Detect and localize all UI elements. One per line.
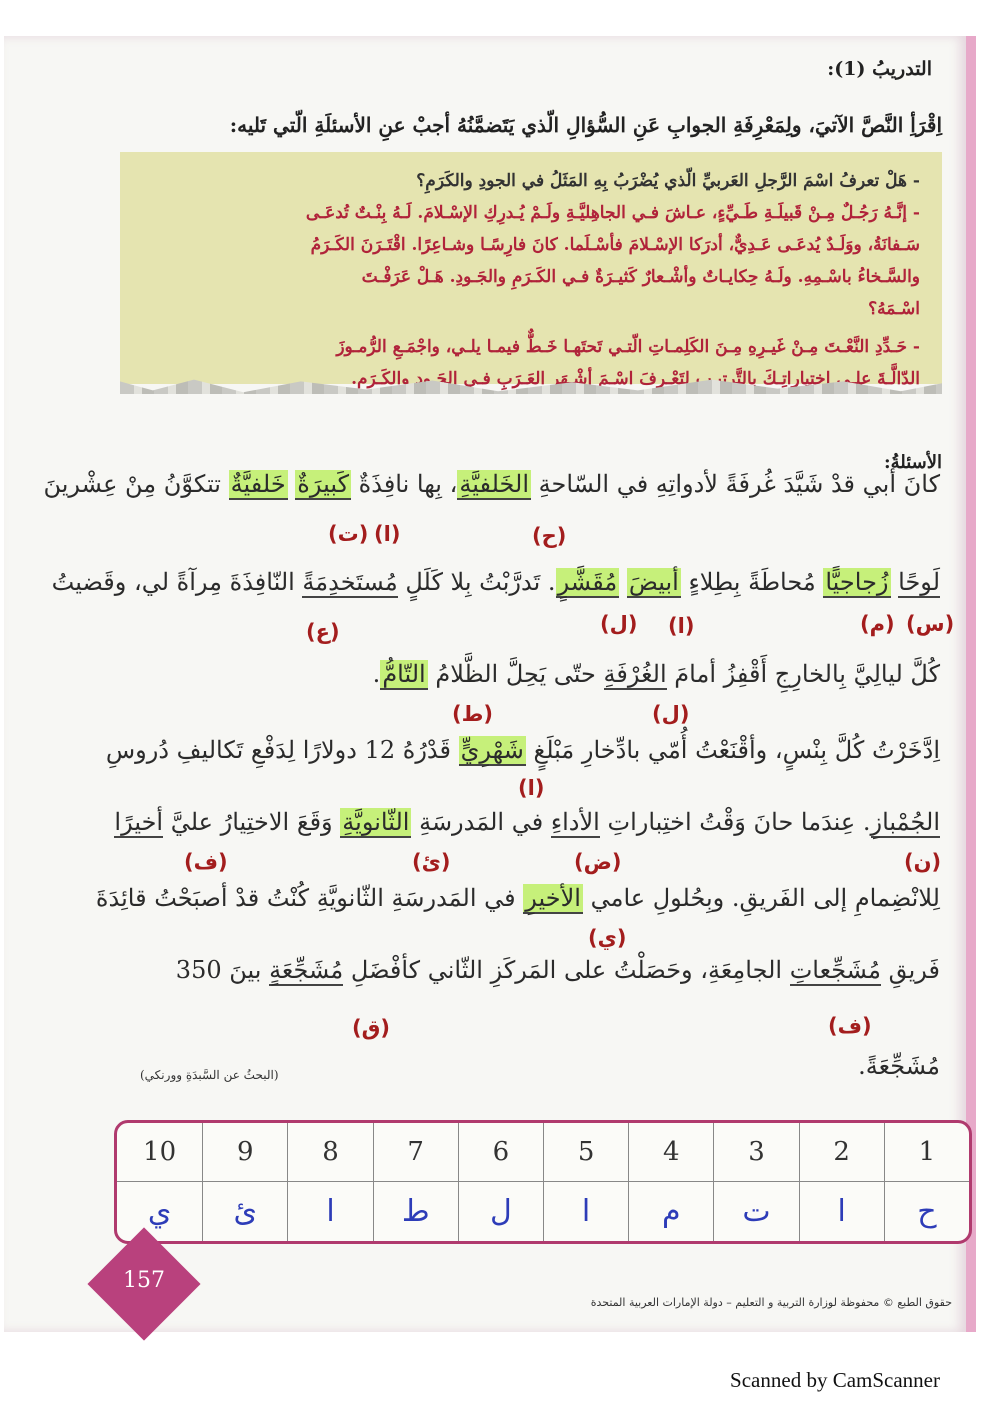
underlined-word: مُستَخدِمَةً [302, 568, 398, 596]
answer-mark: (ت) [328, 522, 369, 546]
text: كُلَّ ليالِيَّ بِالخارِجِ أَقْفِزُ أمامَ [666, 660, 940, 688]
text: . تَدرَّبْتُ بِلا كَلَلٍ [397, 568, 556, 596]
instruction: اِقْرَأِ النَّصَّ الآتيَ، ولِمَعْرِفَةِ الجوابِ عَنِ السُّؤالِ الّذي يَتَضمَّنُهُ أجبْ عنِ الأسئلَةِ الّتي تَليه: [229, 113, 942, 137]
underlined-word: الأخيرِ [525, 884, 581, 912]
text: ، بِها نافِذَةٌ [351, 470, 458, 498]
number-cell: 4 [628, 1123, 713, 1182]
source-citation: (البحثُ عن السَّبدَةِ وورنكي) [140, 1068, 279, 1082]
passage-line: - إنَّـهُ رَجُـلٌ مِـنْ قَبيلَـةِ طَـيِّءٍ، عـاشَ فـي الجاهِليَّـةِ ولَـمْ يُـدرِكِ الإسْـلامَ. لَـهُ بِنْـتٌ تُدعَـى [305, 203, 920, 223]
text-line-2 [51, 568, 940, 596]
passage-line: الدّالَّـةَ علـى اختياراتِـكَ بالتَّرتيـبِ لِتَعْـرِفَ اسْـمَ أشْـهَرِ العَـرَبِ فـي الجَـودِ والكَـرَمِ. [351, 369, 920, 389]
answer-mark: (ن) [904, 850, 942, 874]
answer-mark: (ي) [588, 926, 627, 950]
text: فَريقِ [880, 956, 940, 984]
answer-cell: ئ [202, 1182, 287, 1241]
page-number: 157 [123, 1268, 165, 1293]
answer-cell: م [628, 1182, 713, 1241]
underlined-word: أبيضَ [628, 568, 679, 596]
answer-mark: (ا) [668, 614, 695, 638]
underlined-word: زُجاجيًّا [825, 568, 889, 596]
number-cell: 7 [373, 1123, 458, 1182]
text [891, 568, 899, 596]
passage-line: والسَّـخاءُ باسْـمِهِ. ولَـهُ حِكايـاتٌ وأشْـعارٌ كَثيـرَةٌ فـي الكَـرَمِ والجَـودِ. هَـلْ عَرَفْـتَ [361, 267, 920, 287]
number-cell: 5 [543, 1123, 628, 1182]
text-line-7 [90, 956, 940, 984]
number-cell: 3 [713, 1123, 798, 1182]
underlined-word: الأداءِ [550, 808, 600, 836]
underlined-word: كَبيرَةٌ [297, 470, 350, 498]
number-cell: 1 [884, 1123, 969, 1182]
text: وَقَعَ الاختِيارُ عليَّ [163, 808, 341, 836]
text: . [372, 660, 381, 688]
passage-line: - حَـدِّدِ النَّعْـتَ مِـنْ غَيـرِهِ مِـنَ الكَلِمـاتِ الّتـي تَحتَهـا خَـطٌّ فيمـا يلـي، واجْمَـعِ الرُّمـوزَ [336, 337, 920, 357]
text: حتّى يَحِلَّ الظَّلامُ [427, 660, 604, 688]
answer-cell: ل [458, 1182, 543, 1241]
answer-cell: ا [543, 1182, 628, 1241]
answer-cell: ي [147, 1194, 172, 1229]
text: تتكوَّنُ مِنْ عِشْرينَ [43, 470, 229, 498]
text-line-1 [43, 470, 940, 498]
copyright-footer: حقوق الطبع © محفوظة لوزارة التربية و التعليم – دولة الإمارات العربية المتحدة [590, 1296, 952, 1309]
answer-mark: (ا) [374, 522, 401, 546]
answer-mark: (ل) [600, 612, 638, 636]
answer-mark: (ا) [518, 776, 545, 800]
answer-cell: ا [799, 1182, 884, 1241]
answer-cell: ت [713, 1182, 798, 1241]
answer-mark: (ف) [184, 850, 228, 874]
text: كانَ أبي قدْ شَيَّدَ غُرفَةً لأدواتِهِ في السّاحةِ [531, 470, 940, 498]
underlined-word: الغُرْفَةِ [603, 660, 667, 688]
answer-mark: (ح) [532, 524, 567, 548]
passage-box [120, 152, 942, 389]
number-cell: 6 [458, 1123, 543, 1182]
answer-mark: (ض) [574, 850, 622, 874]
text-line-3 [90, 660, 940, 688]
text: في المَدرسَةِ [411, 808, 551, 836]
number-cell: 8 [287, 1123, 372, 1182]
text: النّافِذَةَ مِرآةً لي، وقَضيتُ [51, 568, 303, 596]
underlined-word: الخَلفيَّةِ [459, 470, 530, 498]
text: في المَدرسَةِ الثّانويَّةِ كُنْتُ قدْ أصبَحْتُ قائِدَةَ [95, 884, 524, 912]
answer-mark: (م) [860, 612, 895, 636]
answer-cell: ط [373, 1182, 458, 1241]
text: مُشَجِّعَةً. [858, 1052, 940, 1080]
underlined-word: مُشَجِّعاتِ [789, 956, 881, 984]
answer-mark: (ف) [828, 1014, 872, 1038]
answer-table [114, 1120, 972, 1244]
answer-cell: ا [287, 1182, 372, 1241]
text: لِلانْضِمامِ إلى الفَريقِ. وبِحُلولِ عامي [582, 884, 940, 912]
text: مُحاطَةً بِطِلاءٍ [680, 568, 824, 596]
text: قَدْرُهُ 12 دولارًا لِدَفْعِ تَكاليفِ دُروسِ [105, 736, 459, 764]
answer-cell: ح [884, 1182, 969, 1241]
answer-mark: (ل) [652, 702, 690, 726]
number-cell: 2 [799, 1123, 884, 1182]
passage-line: اسْـمَهُ؟ [868, 299, 920, 319]
text-line-5 [90, 808, 940, 836]
text: الجامِعَةِ، وحَصَلْتُ على المَركَزِ الثّاني كأفْضَلِ [343, 956, 790, 984]
questions-label: الأسئلةُ: [883, 452, 942, 473]
text: . عِندَما حانَ وَقْتُ اختِباراتِ [599, 808, 871, 836]
text: اِدَّخَرْتُ كُلَّ بِنْسٍ، وأقْنَعْتُ أُمّي بادِّخارِ مَبْلَغٍ [525, 736, 940, 764]
text [619, 568, 627, 596]
underlined-word: أخيرًا [114, 808, 164, 836]
underlined-word: التّامُّ [382, 660, 426, 688]
text-line-4 [90, 736, 940, 764]
number-cell: 9 [202, 1123, 287, 1182]
underlined-word: خَلفيَّةٌ [230, 470, 286, 498]
answer-mark: (ط) [452, 702, 494, 726]
text: بينَ 350 [175, 956, 270, 984]
underlined-word: مُشَجِّعَةٍ [269, 956, 344, 984]
underlined-word: الجُمْبازِ [870, 808, 940, 836]
scanner-watermark: Scanned by CamScanner [730, 1368, 940, 1392]
passage-question: - هَلْ تعرفُ اسْمَ الرَّجلِ العَربيِّ الّذي يُضْرَبُ بِهِ المَثَلُ في الجودِ والكَرَمِ؟ [416, 171, 920, 191]
underlined-word: مُقَشَّرٍ [557, 568, 618, 596]
underlined-word: الثّانويَّةِ [342, 808, 410, 836]
drill-title: التدريبُ (1): [827, 58, 932, 80]
answer-mark: (ئ) [412, 850, 451, 874]
answer-mark: (ق) [352, 1016, 390, 1040]
underlined-word: لَوحًا [898, 568, 940, 596]
number-cell: 10 [117, 1123, 202, 1182]
answer-mark: (ع) [306, 620, 340, 644]
answer-mark: (س) [906, 612, 955, 636]
underlined-word: شَهْرِيٍّ [460, 736, 524, 764]
text-line-6 [90, 884, 940, 912]
passage-line: سَـفانَةُ، ووَلَـدٌ يُدعَـى عَـدِيٌّ، أدرَكا الإسْـلامَ فأسْـلَما. كانَ فارِسًـا وشـاعِرًا. اقْتَـرَنَ الكَـرَمُ [310, 235, 920, 255]
